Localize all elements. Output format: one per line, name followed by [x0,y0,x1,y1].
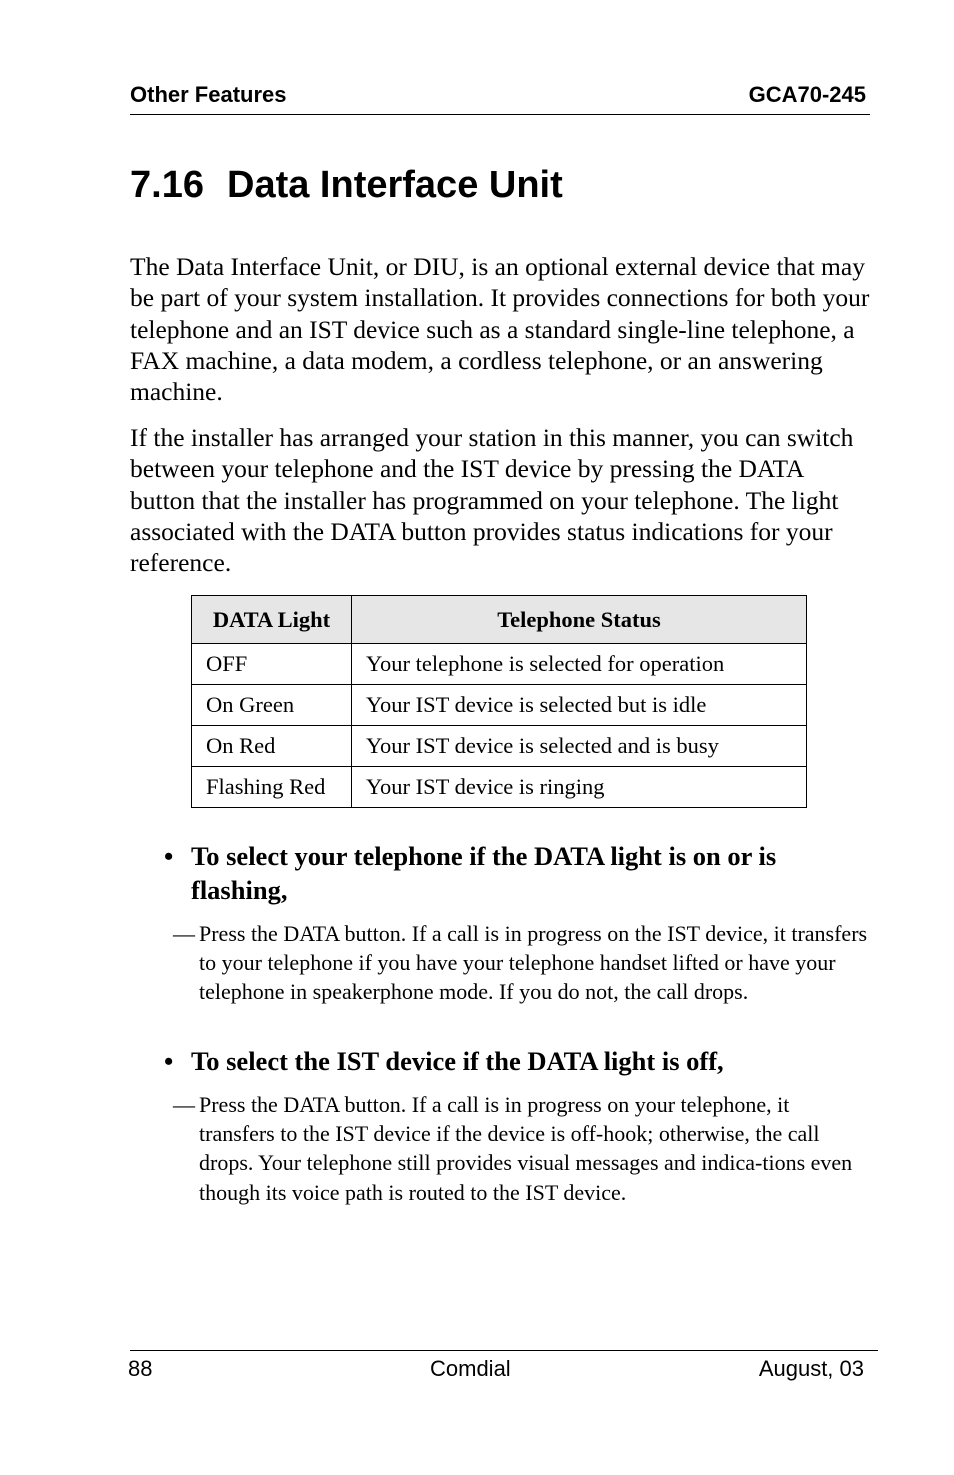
table-header-row [192,596,807,644]
procedure-step-select-ist [173,1090,868,1207]
procedure-step-text: Press the DATA button. If a call is in progress on your telephone, it transfers to the IST device if the device is off-hook; otherwise, the call drops. Your telephone still provides visual messages and indica-tions even though its voice path is routed to the IST device. [199,1092,853,1205]
table-row [192,644,807,685]
bullet-icon: • [164,1046,174,1076]
procedure-step-text: Press the DATA button. If a call is in progress on the IST device, it transfers to your telephone if you have your telephone handset lifted or have your telephone in speakerphone mode. If you do not, the call drops. [199,921,868,1005]
switching-paragraph: If the installer has arranged your station in this manner, you can switch between your telephone and the IST device by pressing the DATA button that the installer has programmed on your telephone. The light associated with the DATA button provides status indications for your reference. [130,423,854,578]
table-row [192,726,807,767]
running-header-section: Other Features [130,82,287,107]
page-number: 88 [128,1356,153,1381]
column-header-data-light: DATA Light [192,596,352,644]
data-light-cell: Flashing Red [192,767,352,808]
procedure-heading-select-ist [164,1044,864,1078]
header-rule [130,114,870,115]
data-light-status-table [191,595,807,808]
data-light-cell: OFF [192,644,352,685]
running-header-doc-id: GCA70-245 [748,82,866,107]
footer-publisher: Comdial [430,1356,511,1381]
intro-paragraph: The Data Interface Unit, or DIU, is an optional external device that may be part of your system installation. It provides connections for both your telephone and an IST device such as a standard single-line telephone, a FAX machine, a data modem, a cordless telephone, or an answering machine. [130,252,870,407]
procedure-heading-select-telephone [164,839,864,907]
page-title [130,164,563,207]
data-light-cell: On Green [192,685,352,726]
bullet-icon: • [164,841,174,871]
telephone-status-cell: Your IST device is ringing [352,767,807,808]
procedure-step-select-telephone [173,919,868,1007]
table-row [192,685,807,726]
dash-icon: — [173,1092,195,1117]
section-number: 7.16 [130,164,204,206]
footer-rule [130,1350,878,1351]
telephone-status-cell: Your IST device is selected and is busy [352,726,807,767]
table-row [192,767,807,808]
dash-icon: — [173,921,195,946]
data-light-cell: On Red [192,726,352,767]
section-title-text: Data Interface Unit [227,164,563,206]
procedure-heading-text: To select the IST device if the DATA light is off, [191,1046,724,1076]
telephone-status-cell: Your IST device is selected but is idle [352,685,807,726]
procedure-heading-text: To select your telephone if the DATA light is on or is flashing, [191,841,777,905]
telephone-status-cell: Your telephone is selected for operation [352,644,807,685]
column-header-telephone-status: Telephone Status [352,596,807,644]
footer-date: August, 03 [758,1356,864,1381]
